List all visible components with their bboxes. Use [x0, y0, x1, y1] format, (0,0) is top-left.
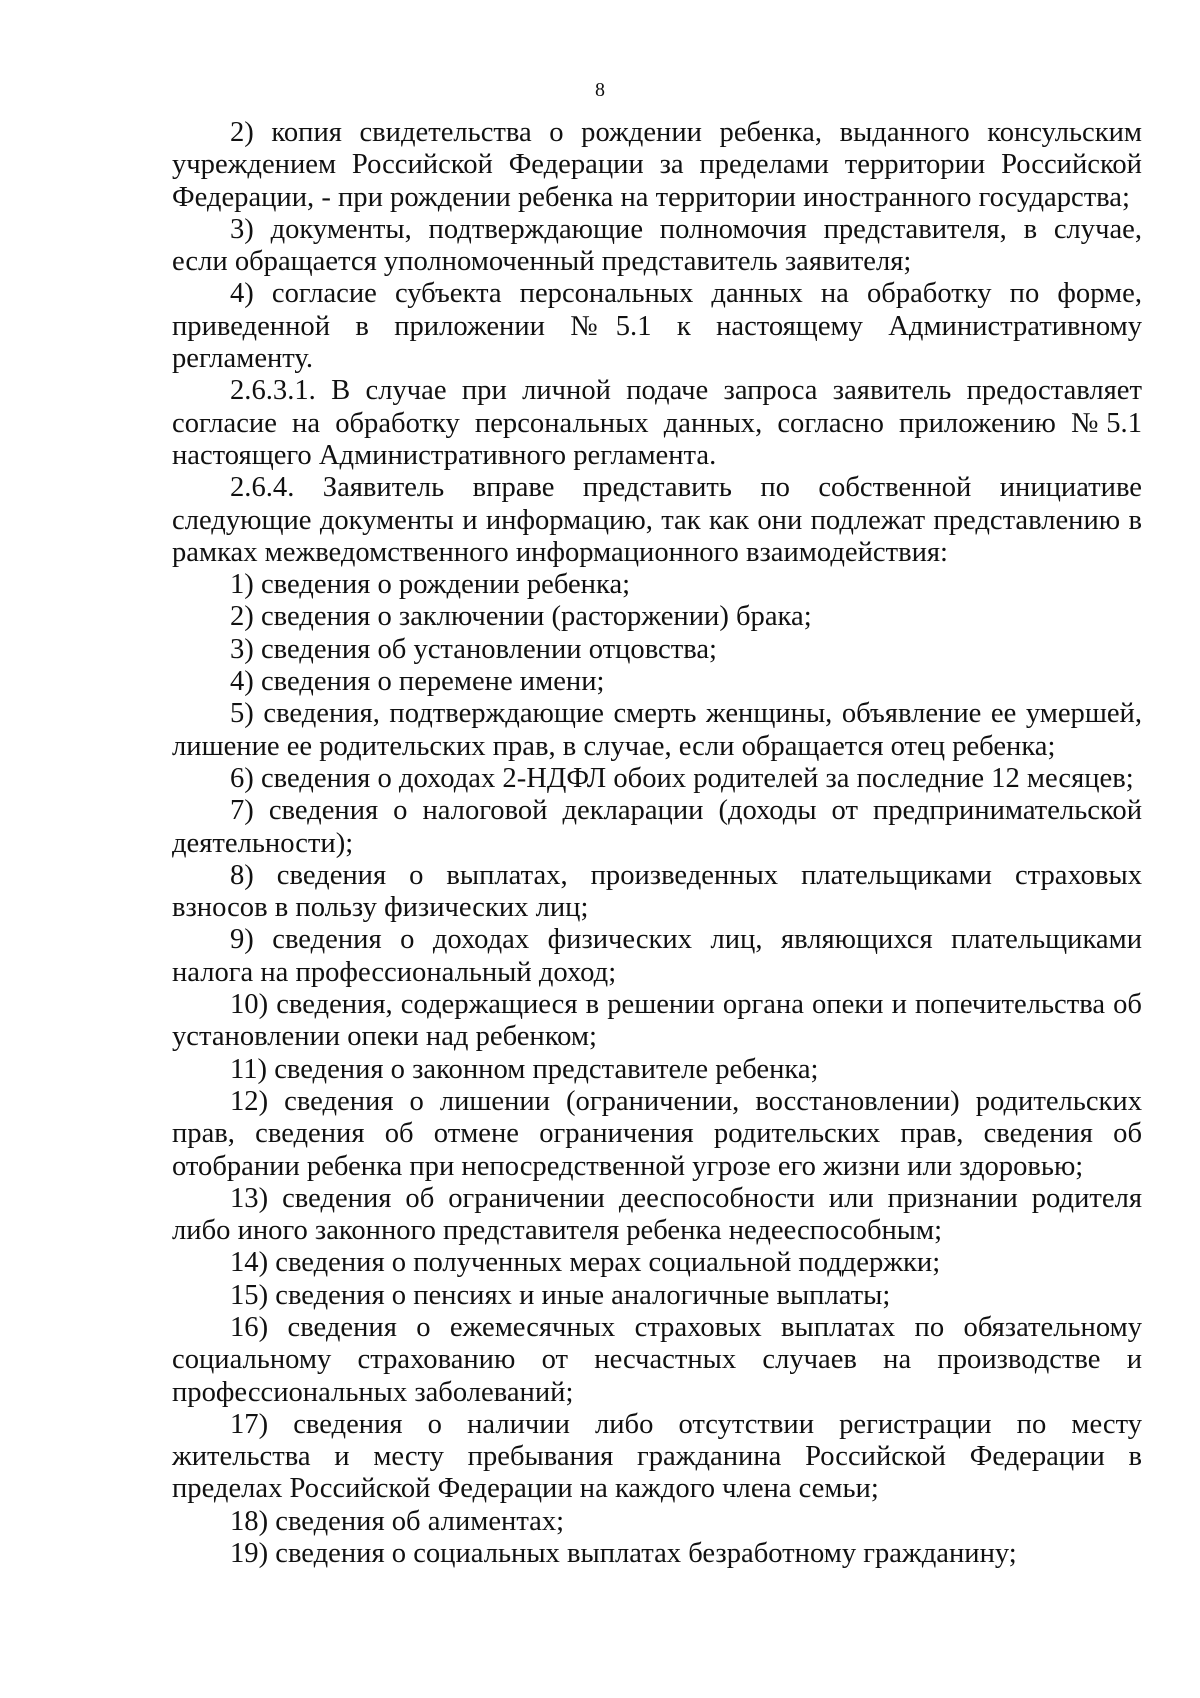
list-item-4: 4) сведения о перемене имени; [230, 666, 605, 698]
paragraph-2-6-3-1: 2.6.3.1. В случае при личной подаче запроса заявитель предоставляет согласие на обработку персональных данных, согласно приложению №5.1 настоящего Административного регламента. [172, 375, 1142, 471]
list-item-15: 15) сведения о пенсиях и иные аналогичные выплаты; [230, 1279, 891, 1311]
list-item-9: 9) сведения о доходах физических лиц, являющихся плательщиками налога на профессиональный доход; [172, 924, 1142, 988]
page-number: 8 [595, 79, 605, 101]
list-item-11: 11) сведения о законном представителе ребенка; [230, 1053, 819, 1085]
document-body [172, 117, 1142, 1570]
list-item-8: 8) сведения о выплатах, произведенных плательщиками страховых взносов в пользу физических лиц; [172, 859, 1142, 924]
list-item-3: 3) сведения об установлении отцовства; [230, 633, 718, 665]
paragraph-2-6-4: 2.6.4. Заявитель вправе представить по собственной инициативе следующие документы и информацию, так как они подлежат представлению в рамках межведомственного информационного взаимодействия: [172, 472, 1142, 568]
paragraph-item-4-consent: 4) согласие субъекта персональных данных на обработку по форме, приведенной в приложении №5.1 к настоящему Административному регламенту. [172, 278, 1142, 375]
paragraph-item-3-representative-documents: 3) документы, подтверждающие полномочия представителя, в случае, если обращается уполномоченный представитель заявителя; [172, 213, 1142, 278]
list-item-6: 6) сведения о доходах 2-НДФЛ обоих родителей за последние 12 месяцев; [230, 762, 1134, 794]
list-item-16: 16) сведения о ежемесячных страховых выплатах по обязательному социальному страхованию от несчастных случаев на производстве и профессиональных заболеваний; [172, 1311, 1142, 1408]
list-item-19: 19) сведения о социальных выплатах безработному гражданину; [230, 1538, 1017, 1570]
list-item-12: 12) сведения о лишении (ограничении, восстановлении) родительских прав, сведения об отмене ограничения родительских прав, сведения об отобрании ребенка при непосредственной угрозе его жизни или здоровью; [172, 1085, 1142, 1182]
list-item-13: 13) сведения об ограничении дееспособности или признании родителя либо иного законного представителя ребенка недееспособным; [172, 1182, 1142, 1247]
list-item-7: 7) сведения о налоговой декларации (доходы от предпринимательской деятельности); [172, 795, 1142, 859]
list-item-5: 5) сведения, подтверждающие смерть женщины, объявление ее умершей, лишение ее родительских прав, в случае, если обращается отец ребенка; [172, 698, 1142, 762]
list-item-2: 2) сведения о заключении (расторжении) брака; [230, 601, 812, 633]
list-item-1: 1) сведения о рождении ребенка; [230, 569, 631, 601]
list-item-17: 17) сведения о наличии либо отсутствии регистрации по месту жительства и месту пребывания гражданина Российской Федерации в пределах Российской Федерации на каждого члена семьи; [172, 1408, 1142, 1505]
list-item-10: 10) сведения, содержащиеся в решении органа опеки и попечительства об установлении опеки над ребенком; [172, 989, 1142, 1053]
paragraph-item-2-birth-certificate: 2) копия свидетельства о рождении ребенка, выданного консульским учреждением Российской Федерации за пределами территории Российской Федерации, - при рождении ребенка на территории иностранного государства; [172, 117, 1142, 213]
list-item-14: 14) сведения о полученных мерах социальной поддержки; [230, 1247, 941, 1279]
list-item-18: 18) сведения об алиментах; [230, 1505, 565, 1537]
